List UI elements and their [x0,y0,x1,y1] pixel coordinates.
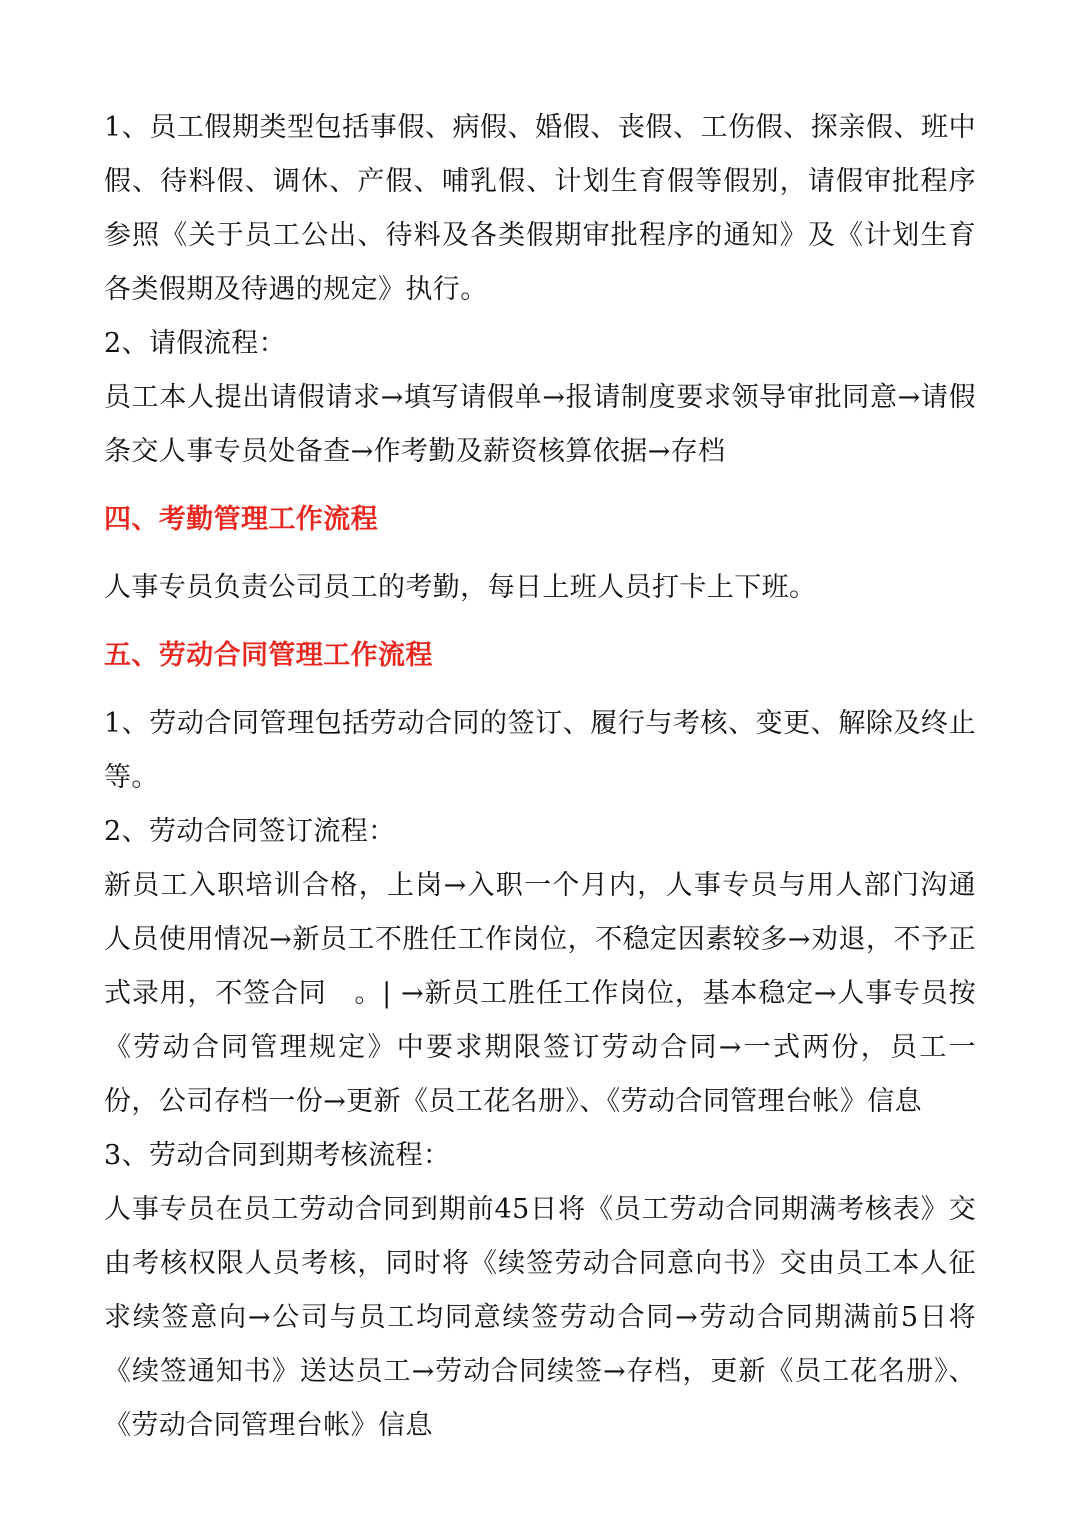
leave-process-steps: 员工本人提出请假请求→填写请假单→报请制度要求领导审批同意→请假条交人事专员处备查→作考勤及薪资核算依据→存档 [104,382,976,467]
contract-renewal-label: 3、劳动合同到期考核流程： [104,1140,451,1171]
contract-signing-label: 2、劳动合同签订流程： [104,816,396,847]
leave-types-paragraph: 1、员工假期类型包括事假、病假、婚假、丧假、工伤假、探亲假、班中假、待料假、调休、产假、哺乳假、计划生育假等假别，请假审批程序参照《关于员工公出、待料及各类假期审批程序的通知》及《计划生育各类假期及待遇的规定》执行。 [104,112,976,305]
contract-signing-steps: 新员工入职培训合格，上岗→入职一个月内，人事专员与用人部门沟通人员使用情况→新员工不胜任工作岗位，不稳定因素较多→劝退，不予正式录用，不签合同 。| →新员工胜任工作岗位，基本稳定→人事专员按《劳动合同管理规定》中要求期限签订劳动合同→一式两份，员工一份，公司存档一份→更新《员工花名册》、《劳动合同管理台帐》信息 [104,870,976,1117]
contract-renewal-steps: 人事专员在员工劳动合同到期前45日将《员工劳动合同期满考核表》交由考核权限人员考核，同时将《续签劳动合同意向书》交由员工本人征求续签意向→公司与员工均同意续签劳动合同→劳动合同期满前5日将《续签通知书》送达员工→劳动合同续签→存档，更新《员工花名册》、《劳动合同管理台帐》信息 [104,1194,976,1441]
document-body [104,101,976,1453]
attendance-paragraph: 人事专员负责公司员工的考勤，每日上班人员打卡上下班。 [104,572,817,603]
section-heading-attendance: 四、考勤管理工作流程 [104,504,378,535]
contract-scope-paragraph: 1、劳动合同管理包括劳动合同的签订、履行与考核、变更、解除及终止等。 [104,708,976,793]
section-heading-labor-contract: 五、劳动合同管理工作流程 [104,640,433,671]
leave-process-label: 2、请假流程： [104,328,286,359]
